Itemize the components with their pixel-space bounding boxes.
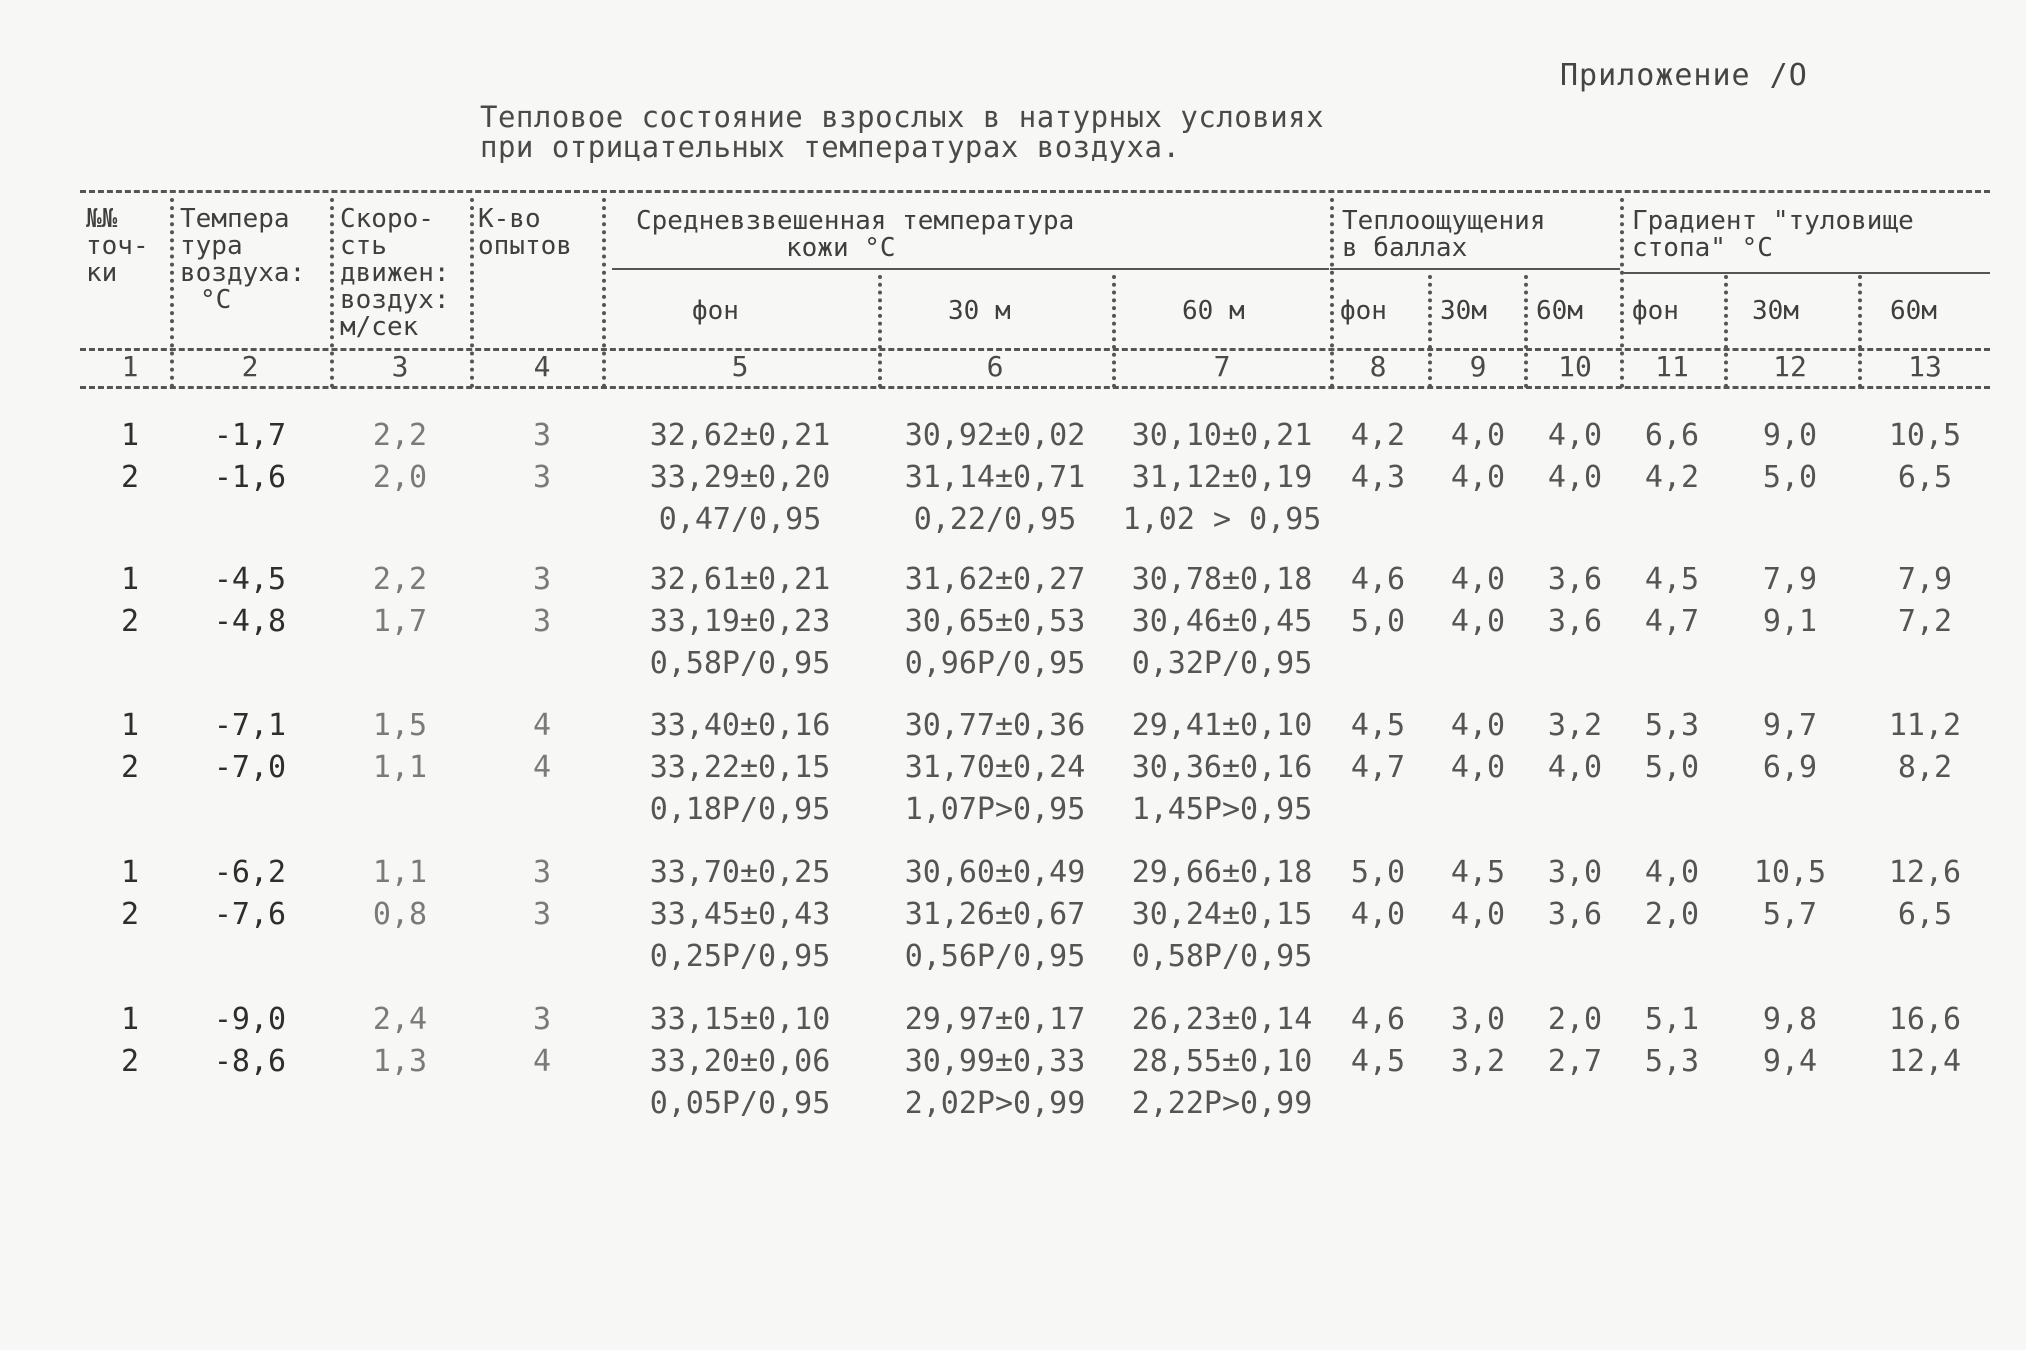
table-cell: 1 [120, 708, 140, 743]
skin-header-rule [612, 268, 1329, 270]
table-cell: 6,5 [1897, 460, 1953, 495]
table-cell: 7,9 [1762, 562, 1818, 597]
table-cell: 4,0 [1644, 855, 1700, 890]
col-separator [170, 198, 174, 388]
table-cell: 4,0 [1450, 418, 1506, 453]
table-cell: 1 [120, 1002, 140, 1037]
table-cell: 3 [532, 460, 552, 495]
table-cell: 4,7 [1350, 750, 1406, 785]
table-cell: 28,55±0,10 [1131, 1044, 1313, 1079]
significance-cell: 0,25P/0,95 [649, 939, 831, 974]
table-cell: 5,0 [1762, 460, 1818, 495]
table-cell: 4,3 [1350, 460, 1406, 495]
table-cell: 4,0 [1547, 460, 1603, 495]
table-cell: 3 [532, 562, 552, 597]
skin-sub-30m: 30 м [948, 296, 1011, 326]
table-cell: 3 [532, 604, 552, 639]
table-cell: -1,6 [213, 460, 287, 495]
table-cell: 7,9 [1897, 562, 1953, 597]
table-cell: 31,70±0,24 [904, 750, 1086, 785]
significance-cell: 0,58P/0,95 [649, 646, 831, 681]
heat-sub-fon: фон [1340, 296, 1387, 326]
col3-header: Скоро- сть движен: воздух: м/сек [340, 204, 450, 342]
significance-cell: 2,22P>0,99 [1131, 1086, 1313, 1121]
table-cell: 1,1 [372, 750, 428, 785]
col-separator [1858, 275, 1862, 388]
table-cell: 30,65±0,53 [904, 604, 1086, 639]
table-cell: -7,1 [213, 708, 287, 743]
table-cell: 33,20±0,06 [649, 1044, 831, 1079]
table-cell: 1 [120, 562, 140, 597]
column-number: 12 [1773, 350, 1807, 383]
table-cell: 30,77±0,36 [904, 708, 1086, 743]
table-cell: 4,0 [1450, 750, 1506, 785]
table-cell: 4,0 [1450, 604, 1506, 639]
table-cell: 8,2 [1897, 750, 1953, 785]
table-cell: 29,97±0,17 [904, 1002, 1086, 1037]
grad-header-rule [1622, 272, 1990, 274]
gradient-header: Градиент "туловище стопа" °С [1632, 206, 1914, 263]
table-cell: 1,7 [372, 604, 428, 639]
significance-cell: 0,56P/0,95 [904, 939, 1086, 974]
table-cell: 4,5 [1644, 562, 1700, 597]
table-cell: 2 [120, 460, 140, 495]
table-cell: 10,5 [1888, 418, 1962, 453]
table-cell: 5,0 [1350, 604, 1406, 639]
table-cell: 3,6 [1547, 562, 1603, 597]
table-cell: 6,9 [1762, 750, 1818, 785]
column-number: 3 [391, 350, 409, 383]
col-separator [470, 198, 474, 388]
table-cell: 3,6 [1547, 897, 1603, 932]
table-cell: 2,4 [372, 1002, 428, 1037]
skin-temp-header: Средневзвешенная температура кожи °С [636, 206, 1075, 263]
column-number: 10 [1558, 350, 1592, 383]
table-cell: 5,1 [1644, 1002, 1700, 1037]
column-number: 2 [241, 350, 259, 383]
table-cell: 4,0 [1547, 418, 1603, 453]
table-cell: -7,0 [213, 750, 287, 785]
col4-header: К-во опытов [478, 204, 572, 261]
table-cell: 31,26±0,67 [904, 897, 1086, 932]
table-cell: 16,6 [1888, 1002, 1962, 1037]
table-cell: 32,62±0,21 [649, 418, 831, 453]
column-number: 6 [986, 350, 1004, 383]
column-number: 1 [121, 350, 139, 383]
col1-header: №№ точ- ки [86, 204, 149, 288]
col-separator [602, 198, 606, 388]
table-cell: 33,29±0,20 [649, 460, 831, 495]
table-cell: 33,19±0,23 [649, 604, 831, 639]
table-cell: -7,6 [213, 897, 287, 932]
table-cell: 4,0 [1450, 460, 1506, 495]
table-cell: 3 [532, 1002, 552, 1037]
grad-sub-30m: 30м [1752, 296, 1799, 326]
table-cell: 5,7 [1762, 897, 1818, 932]
table-cell: 10,5 [1753, 855, 1827, 890]
table-cell: 5,3 [1644, 1044, 1700, 1079]
table-cell: 11,2 [1888, 708, 1962, 743]
column-number: 13 [1908, 350, 1942, 383]
grad-sub-fon: фон [1632, 296, 1679, 326]
table-cell: 4 [532, 1044, 552, 1079]
title-line-2: при отрицательных температурах воздуха. [480, 130, 1181, 164]
table-cell: 1,1 [372, 855, 428, 890]
col-separator [1724, 275, 1728, 388]
table-cell: 5,3 [1644, 708, 1700, 743]
significance-cell: 0,18P/0,95 [649, 792, 831, 827]
table-cell: 30,24±0,15 [1131, 897, 1313, 932]
table-cell: 4,6 [1350, 1002, 1406, 1037]
heat-sub-30m: 30м [1440, 296, 1487, 326]
table-cell: 3 [532, 418, 552, 453]
table-cell: 4,5 [1350, 708, 1406, 743]
table-cell: 9,4 [1762, 1044, 1818, 1079]
heat-sub-60m: 60м [1536, 296, 1583, 326]
col-separator [1428, 275, 1432, 388]
table-cell: 30,10±0,21 [1131, 418, 1313, 453]
title-line-1: Тепловое состояние взрослых в натурных условиях [480, 100, 1325, 134]
table-cell: 32,61±0,21 [649, 562, 831, 597]
table-cell: 12,6 [1888, 855, 1962, 890]
table-cell: 30,46±0,45 [1131, 604, 1313, 639]
significance-cell: 0,96P/0,95 [904, 646, 1086, 681]
table-cell: 2,7 [1547, 1044, 1603, 1079]
table-cell: 31,62±0,27 [904, 562, 1086, 597]
table-cell: 1,3 [372, 1044, 428, 1079]
skin-sub-60m: 60 м [1182, 296, 1245, 326]
table-cell: 4 [532, 708, 552, 743]
table-cell: 29,66±0,18 [1131, 855, 1313, 890]
table-cell: 0,8 [372, 897, 428, 932]
table-cell: 12,4 [1888, 1044, 1962, 1079]
table-cell: 30,99±0,33 [904, 1044, 1086, 1079]
heat-sensation-header: Теплоощущения в баллах [1342, 206, 1546, 263]
table-cell: 33,22±0,15 [649, 750, 831, 785]
table-cell: 4,0 [1450, 897, 1506, 932]
table-cell: 4,6 [1350, 562, 1406, 597]
heat-header-rule [1330, 268, 1620, 270]
table-cell: -4,5 [213, 562, 287, 597]
table-cell: 4,0 [1547, 750, 1603, 785]
table-cell: 4,2 [1644, 460, 1700, 495]
table-cell: 31,14±0,71 [904, 460, 1086, 495]
table-cell: 3,2 [1547, 708, 1603, 743]
column-number: 7 [1213, 350, 1231, 383]
table-cell: 2,0 [1644, 897, 1700, 932]
table-cell: -8,6 [213, 1044, 287, 1079]
table-cell: 30,36±0,16 [1131, 750, 1313, 785]
table-cell: 6,6 [1644, 418, 1700, 453]
table-cell: 4,0 [1450, 562, 1506, 597]
col2-header: Темпера тура воздуха: °С [180, 204, 306, 315]
table-top-rule [80, 190, 1990, 193]
table-cell: -4,8 [213, 604, 287, 639]
table-cell: -6,2 [213, 855, 287, 890]
table-cell: 1,5 [372, 708, 428, 743]
table-cell: 9,8 [1762, 1002, 1818, 1037]
column-number: 4 [533, 350, 551, 383]
table-cell: 33,70±0,25 [649, 855, 831, 890]
table-cell: 2 [120, 897, 140, 932]
table-cell: 2 [120, 750, 140, 785]
table-cell: 4,5 [1350, 1044, 1406, 1079]
column-number: 5 [731, 350, 749, 383]
significance-cell: 0,05P/0,95 [649, 1086, 831, 1121]
skin-sub-fon: фон [692, 296, 739, 326]
col-separator [1524, 275, 1528, 388]
table-cell: 2,0 [1547, 1002, 1603, 1037]
table-cell: 33,15±0,10 [649, 1002, 831, 1037]
table-cell: 2,0 [372, 460, 428, 495]
table-cell: 7,2 [1897, 604, 1953, 639]
significance-cell: 0,22/0,95 [913, 502, 1077, 537]
table-cell: 2,2 [372, 418, 428, 453]
table-cell: 3,0 [1450, 1002, 1506, 1037]
column-number: 9 [1469, 350, 1487, 383]
table-cell: 2 [120, 1044, 140, 1079]
table-cell: 4,7 [1644, 604, 1700, 639]
table-cell: 4 [532, 750, 552, 785]
significance-cell: 0,32P/0,95 [1131, 646, 1313, 681]
table-cell: 3 [532, 855, 552, 890]
significance-cell: 1,07P>0,95 [904, 792, 1086, 827]
table-cell: 4,2 [1350, 418, 1406, 453]
table-cell: 1 [120, 855, 140, 890]
table-cell: 4,0 [1450, 708, 1506, 743]
table-cell: 9,1 [1762, 604, 1818, 639]
column-number: 8 [1369, 350, 1387, 383]
table-cell: 1 [120, 418, 140, 453]
significance-cell: 2,02P>0,99 [904, 1086, 1086, 1121]
table-cell: 5,0 [1350, 855, 1406, 890]
appendix-label: Приложение /О [1560, 58, 1808, 93]
table-cell: 31,12±0,19 [1131, 460, 1313, 495]
number-row-rule [80, 386, 1990, 389]
table-cell: 29,41±0,10 [1131, 708, 1313, 743]
table-cell: 6,5 [1897, 897, 1953, 932]
grad-sub-60m: 60м [1890, 296, 1937, 326]
table-cell: 33,40±0,16 [649, 708, 831, 743]
table-cell: 2,2 [372, 562, 428, 597]
column-number: 11 [1655, 350, 1689, 383]
table-cell: 5,0 [1644, 750, 1700, 785]
table-cell: 3 [532, 897, 552, 932]
table-cell: 4,0 [1350, 897, 1406, 932]
table-cell: 33,45±0,43 [649, 897, 831, 932]
significance-cell: 1,02 > 0,95 [1122, 502, 1322, 537]
col-separator [330, 198, 334, 388]
significance-cell: 0,58P/0,95 [1131, 939, 1313, 974]
table-cell: -9,0 [213, 1002, 287, 1037]
significance-cell: 0,47/0,95 [658, 502, 822, 537]
table-cell: 9,7 [1762, 708, 1818, 743]
table-title [480, 102, 1324, 162]
table-cell: 4,5 [1450, 855, 1506, 890]
table-cell: 30,78±0,18 [1131, 562, 1313, 597]
table-cell: 9,0 [1762, 418, 1818, 453]
table-cell: 3,0 [1547, 855, 1603, 890]
table-cell: 3,6 [1547, 604, 1603, 639]
significance-cell: 1,45P>0,95 [1131, 792, 1313, 827]
table-cell: -1,7 [213, 418, 287, 453]
table-cell: 2 [120, 604, 140, 639]
table-cell: 3,2 [1450, 1044, 1506, 1079]
table-cell: 30,60±0,49 [904, 855, 1086, 890]
table-cell: 26,23±0,14 [1131, 1002, 1313, 1037]
table-cell: 30,92±0,02 [904, 418, 1086, 453]
